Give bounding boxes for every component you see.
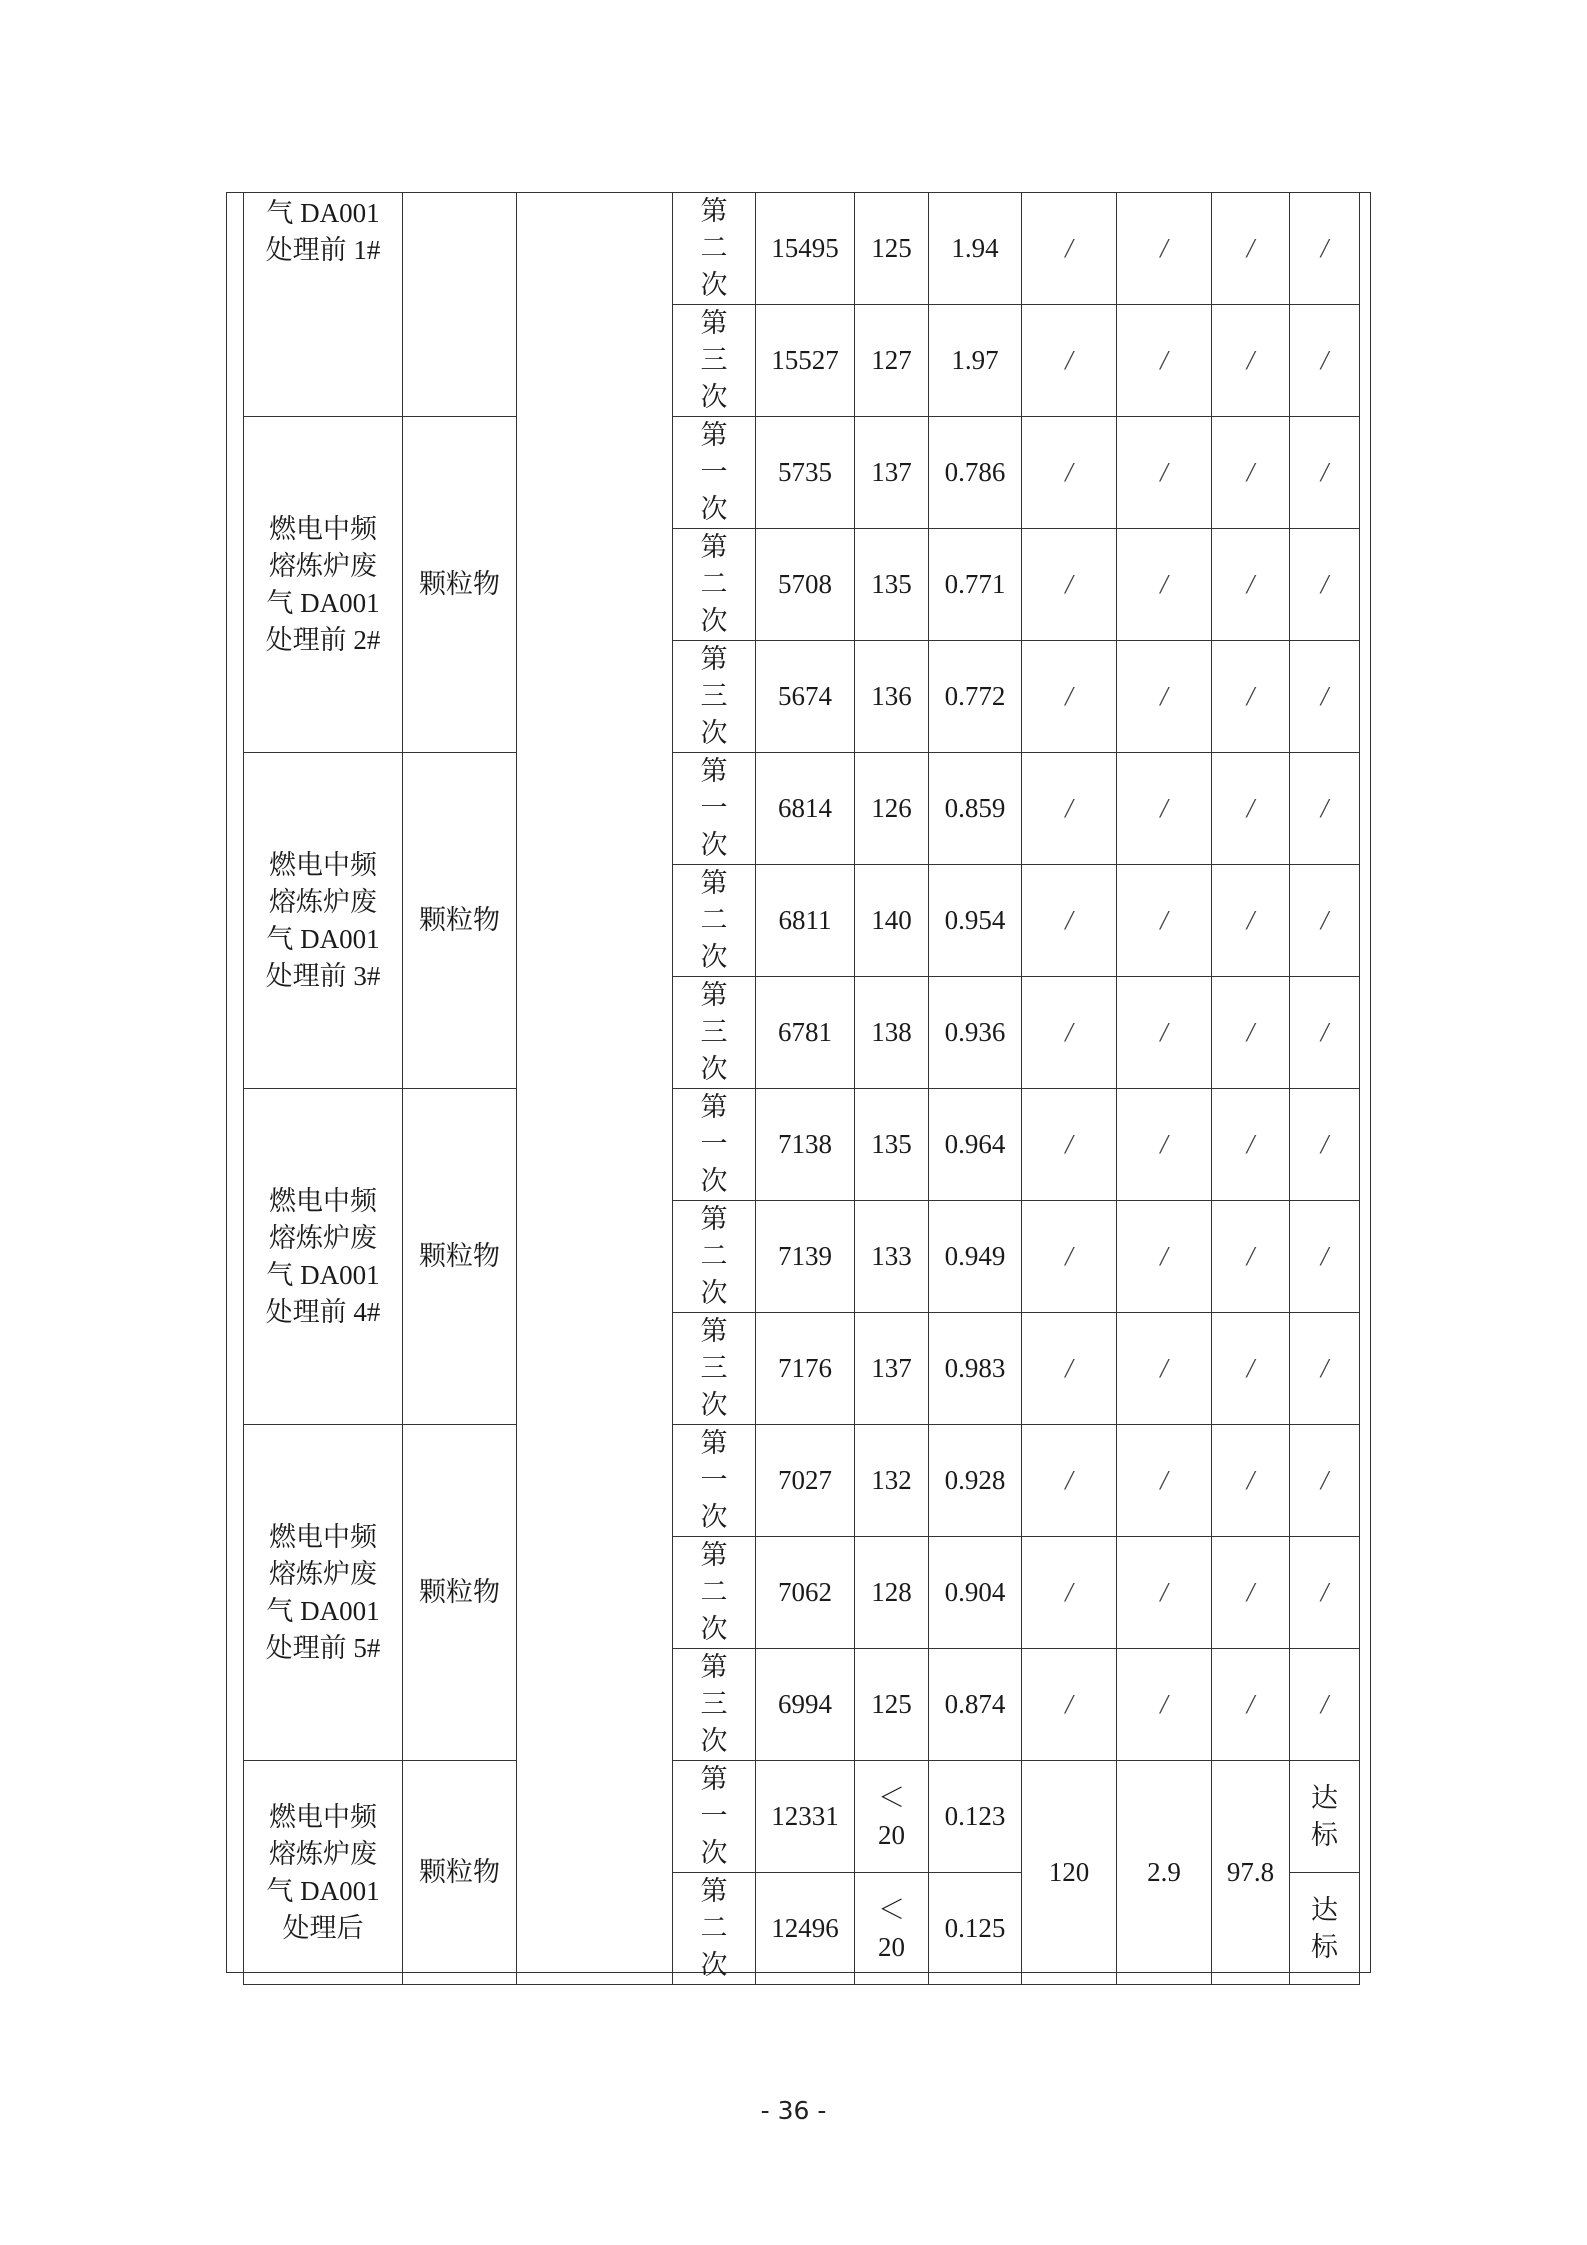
compliance-result	[1290, 1537, 1360, 1649]
compliance-result-text: /	[1320, 345, 1329, 375]
compliance-result	[1290, 1873, 1360, 1985]
blank-merged-column	[517, 193, 673, 1985]
removal-efficiency-text: 97.8	[1226, 1857, 1275, 1887]
limit-concentration-text: /	[1065, 1241, 1073, 1271]
limit-rate	[1117, 1649, 1212, 1761]
removal-efficiency	[1212, 977, 1290, 1089]
concentration-value	[855, 1201, 929, 1313]
removal-efficiency-text: /	[1246, 1017, 1255, 1047]
sampling-sequence	[673, 1089, 756, 1201]
airflow-value-text: 5708	[778, 569, 832, 599]
concentration-value-text: 135	[871, 1129, 912, 1159]
airflow-value	[756, 1201, 855, 1313]
limit-concentration-text: /	[1065, 457, 1073, 487]
limit-rate	[1117, 1425, 1212, 1537]
emission-rate-value-text: 0.771	[944, 569, 1006, 599]
limit-concentration	[1022, 305, 1117, 417]
sampling-sequence	[673, 1425, 756, 1537]
limit-concentration-text: /	[1065, 1577, 1073, 1607]
compliance-result	[1290, 529, 1360, 641]
airflow-value	[756, 529, 855, 641]
sampling-sequence-text: 第三次	[700, 1316, 728, 1420]
airflow-value	[756, 1649, 855, 1761]
limit-concentration	[1022, 529, 1117, 641]
limit-concentration	[1022, 753, 1117, 865]
limit-concentration-text: /	[1065, 1353, 1073, 1383]
airflow-value-text: 7176	[778, 1353, 832, 1383]
pollutant	[403, 193, 517, 417]
limit-rate	[1117, 1089, 1212, 1201]
airflow-value-text: 7027	[778, 1465, 832, 1495]
sampling-sequence-text: 第二次	[700, 868, 728, 972]
concentration-value	[855, 1873, 929, 1985]
sampling-sequence	[673, 1649, 756, 1761]
airflow-value	[756, 977, 855, 1089]
concentration-value-text: 133	[871, 1241, 912, 1271]
emission-rate-value	[929, 417, 1022, 529]
compliance-result	[1290, 977, 1360, 1089]
sampling-location-text: 燃电中频熔炼炉废气 DA001 处理前 2#	[265, 513, 381, 655]
pollutant-text: 颗粒物	[419, 905, 500, 935]
removal-efficiency-text: /	[1246, 1577, 1255, 1607]
limit-rate	[1117, 1201, 1212, 1313]
emission-rate-value	[929, 1425, 1022, 1537]
removal-efficiency	[1212, 529, 1290, 641]
pollutant-text: 颗粒物	[419, 569, 500, 599]
limit-rate-text: /	[1160, 905, 1168, 935]
sampling-sequence-text: 第二次	[700, 196, 728, 300]
concentration-value	[855, 305, 929, 417]
sampling-sequence	[673, 193, 756, 305]
removal-efficiency	[1212, 1537, 1290, 1649]
concentration-value-text: 125	[871, 233, 912, 263]
emission-rate-value-text: 0.772	[944, 681, 1006, 711]
sampling-location	[244, 753, 403, 1089]
removal-efficiency-text: /	[1246, 1129, 1255, 1159]
airflow-value-text: 6994	[778, 1689, 832, 1719]
limit-concentration-text: /	[1065, 1129, 1073, 1159]
concentration-value-text: 125	[871, 1689, 912, 1719]
emission-rate-value	[929, 1873, 1022, 1985]
limit-rate	[1117, 1537, 1212, 1649]
sampling-location-text: 燃电中频熔炼炉废气 DA001 处理后	[266, 1801, 380, 1943]
limit-concentration-text: 120	[1048, 1857, 1090, 1887]
limit-concentration	[1022, 417, 1117, 529]
concentration-value-text: ＜20	[878, 1782, 905, 1850]
concentration-value	[855, 1649, 929, 1761]
compliance-result-text: /	[1320, 793, 1329, 823]
concentration-value	[855, 753, 929, 865]
airflow-value	[756, 641, 855, 753]
sampling-sequence-text: 第一次	[700, 1428, 728, 1532]
compliance-result	[1290, 753, 1360, 865]
emission-rate-value	[929, 1201, 1022, 1313]
limit-concentration-text: /	[1065, 793, 1073, 823]
table-row	[244, 417, 1360, 529]
sampling-sequence	[673, 305, 756, 417]
limit-concentration	[1022, 1313, 1117, 1425]
sampling-sequence-text: 第二次	[700, 532, 728, 636]
emission-rate-value	[929, 1089, 1022, 1201]
concentration-value	[855, 529, 929, 641]
limit-rate-text: /	[1160, 1465, 1168, 1495]
pollutant	[403, 1089, 517, 1425]
sampling-location	[244, 193, 403, 417]
airflow-value-text: 15495	[771, 233, 839, 263]
limit-rate-text: /	[1160, 1577, 1168, 1607]
limit-rate	[1117, 193, 1212, 305]
concentration-value	[855, 193, 929, 305]
limit-rate-text: /	[1160, 1017, 1168, 1047]
compliance-result	[1290, 417, 1360, 529]
removal-efficiency	[1212, 1201, 1290, 1313]
concentration-value	[855, 1089, 929, 1201]
compliance-result-text: /	[1320, 569, 1329, 599]
limit-concentration-text: /	[1065, 233, 1073, 263]
pollutant	[403, 1761, 517, 1985]
airflow-value	[756, 1313, 855, 1425]
airflow-value-text: 15527	[771, 345, 839, 375]
pollutant-text: 颗粒物	[419, 1577, 500, 1607]
emission-rate-value	[929, 641, 1022, 753]
compliance-result	[1290, 1089, 1360, 1201]
compliance-result-text: /	[1320, 1017, 1329, 1047]
airflow-value-text: 5674	[778, 681, 832, 711]
limit-rate-text: /	[1160, 681, 1168, 711]
limit-concentration	[1022, 1761, 1117, 1985]
compliance-result-text: /	[1320, 681, 1329, 711]
limit-rate	[1117, 641, 1212, 753]
limit-rate	[1117, 1313, 1212, 1425]
sampling-location	[244, 1761, 403, 1985]
compliance-result-text: /	[1320, 1353, 1329, 1383]
sampling-sequence	[673, 1873, 756, 1985]
emission-rate-value	[929, 529, 1022, 641]
airflow-value	[756, 1873, 855, 1985]
sampling-sequence	[673, 977, 756, 1089]
limit-rate-text: /	[1160, 345, 1168, 375]
limit-concentration-text: /	[1065, 681, 1073, 711]
concentration-value	[855, 1537, 929, 1649]
emission-rate-value-text: 1.94	[951, 233, 999, 263]
emission-rate-value	[929, 753, 1022, 865]
concentration-value-text: 137	[871, 1353, 912, 1383]
compliance-result	[1290, 1201, 1360, 1313]
emission-rate-value	[929, 1649, 1022, 1761]
compliance-result	[1290, 1649, 1360, 1761]
compliance-result	[1290, 1313, 1360, 1425]
limit-concentration	[1022, 641, 1117, 753]
limit-rate-text: /	[1160, 1241, 1168, 1271]
emission-rate-value	[929, 1761, 1022, 1873]
emission-rate-value-text: 0.904	[944, 1577, 1006, 1607]
compliance-result-text: 达标	[1311, 1894, 1338, 1962]
concentration-value-text: 132	[871, 1465, 912, 1495]
removal-efficiency	[1212, 193, 1290, 305]
concentration-value-text: 135	[871, 569, 912, 599]
sampling-location-text: 燃电中频熔炼炉废气 DA001 处理前 4#	[265, 1185, 381, 1327]
sampling-sequence-text: 第三次	[700, 1652, 728, 1756]
concentration-value	[855, 417, 929, 529]
airflow-value-text: 5735	[778, 457, 832, 487]
removal-efficiency-text: /	[1246, 345, 1255, 375]
sampling-sequence-text: 第三次	[700, 980, 728, 1084]
airflow-value	[756, 1761, 855, 1873]
emission-rate-value-text: 0.964	[944, 1129, 1006, 1159]
table-row	[244, 753, 1360, 865]
compliance-result	[1290, 193, 1360, 305]
airflow-value-text: 7138	[778, 1129, 832, 1159]
monitoring-results-table	[243, 192, 1360, 1985]
emission-rate-value-text: 0.928	[944, 1465, 1006, 1495]
sampling-sequence-text: 第一次	[700, 420, 728, 524]
removal-efficiency-text: /	[1246, 905, 1255, 935]
removal-efficiency	[1212, 417, 1290, 529]
emission-rate-value-text: 0.859	[944, 793, 1006, 823]
removal-efficiency	[1212, 1761, 1290, 1985]
limit-concentration	[1022, 865, 1117, 977]
compliance-result-text: /	[1320, 1689, 1329, 1719]
limit-rate-text: /	[1160, 793, 1168, 823]
concentration-value	[855, 865, 929, 977]
concentration-value	[855, 977, 929, 1089]
concentration-value-text: 140	[871, 905, 912, 935]
limit-rate-text: /	[1160, 233, 1168, 263]
table-row	[244, 1761, 1360, 1873]
removal-efficiency	[1212, 1089, 1290, 1201]
table-row	[244, 1089, 1360, 1201]
sampling-sequence-text: 第二次	[700, 1204, 728, 1308]
sampling-sequence	[673, 865, 756, 977]
removal-efficiency-text: /	[1246, 233, 1255, 263]
limit-concentration	[1022, 1425, 1117, 1537]
sampling-location	[244, 417, 403, 753]
emission-rate-value-text: 0.983	[944, 1353, 1006, 1383]
limit-rate	[1117, 977, 1212, 1089]
limit-concentration	[1022, 1649, 1117, 1761]
airflow-value-text: 12496	[771, 1913, 839, 1943]
compliance-result-text: 达标	[1311, 1782, 1338, 1850]
sampling-location-text: 燃电中频熔炼炉废气 DA001 处理前 3#	[265, 849, 381, 991]
limit-rate	[1117, 865, 1212, 977]
page-number: - 36 -	[760, 2096, 827, 2125]
compliance-result	[1290, 1761, 1360, 1873]
limit-rate-text: 2.9	[1147, 1857, 1181, 1887]
emission-rate-value	[929, 1537, 1022, 1649]
concentration-value	[855, 1425, 929, 1537]
sampling-sequence	[673, 1201, 756, 1313]
limit-rate	[1117, 305, 1212, 417]
removal-efficiency-text: /	[1246, 457, 1255, 487]
removal-efficiency-text: /	[1246, 681, 1255, 711]
concentration-value-text: 137	[871, 457, 912, 487]
compliance-result	[1290, 641, 1360, 753]
concentration-value	[855, 641, 929, 753]
emission-rate-value	[929, 305, 1022, 417]
airflow-value	[756, 305, 855, 417]
removal-efficiency-text: /	[1246, 569, 1255, 599]
emission-rate-value-text: 0.125	[944, 1913, 1006, 1943]
limit-concentration-text: /	[1065, 345, 1073, 375]
concentration-value-text: 138	[871, 1017, 912, 1047]
removal-efficiency	[1212, 305, 1290, 417]
concentration-value-text: 136	[871, 681, 912, 711]
compliance-result	[1290, 305, 1360, 417]
limit-rate-text: /	[1160, 569, 1168, 599]
sampling-sequence-text: 第一次	[700, 1092, 728, 1196]
sampling-sequence	[673, 417, 756, 529]
limit-rate	[1117, 753, 1212, 865]
sampling-sequence-text: 第一次	[700, 756, 728, 860]
removal-efficiency	[1212, 865, 1290, 977]
airflow-value	[756, 1425, 855, 1537]
airflow-value-text: 6811	[778, 905, 832, 935]
emission-rate-value	[929, 193, 1022, 305]
emission-rate-value-text: 0.874	[944, 1689, 1006, 1719]
table-body	[244, 193, 1360, 1985]
airflow-value	[756, 193, 855, 305]
emission-rate-value	[929, 1313, 1022, 1425]
limit-rate-text: /	[1160, 1353, 1168, 1383]
limit-concentration	[1022, 1201, 1117, 1313]
table-row	[244, 1425, 1360, 1537]
sampling-location-text: 气 DA001 处理前 1#	[265, 198, 381, 265]
concentration-value	[855, 1313, 929, 1425]
pollutant	[403, 1425, 517, 1761]
sampling-sequence	[673, 1761, 756, 1873]
emission-rate-value-text: 0.936	[944, 1017, 1006, 1047]
emission-rate-value-text: 0.786	[944, 457, 1006, 487]
emission-rate-value-text: 1.97	[951, 345, 999, 375]
limit-concentration-text: /	[1065, 1465, 1073, 1495]
airflow-value	[756, 417, 855, 529]
sampling-sequence	[673, 753, 756, 865]
removal-efficiency-text: /	[1246, 1689, 1255, 1719]
concentration-value-text: ＜20	[878, 1894, 905, 1962]
limit-concentration-text: /	[1065, 1689, 1073, 1719]
sampling-sequence-text: 第三次	[700, 644, 728, 748]
airflow-value-text: 12331	[771, 1801, 839, 1831]
pollutant-text: 颗粒物	[419, 1857, 500, 1887]
airflow-value	[756, 865, 855, 977]
pollutant	[403, 417, 517, 753]
removal-efficiency	[1212, 1649, 1290, 1761]
limit-concentration-text: /	[1065, 569, 1073, 599]
compliance-result-text: /	[1320, 1129, 1329, 1159]
compliance-result-text: /	[1320, 457, 1329, 487]
pollutant-text: 颗粒物	[419, 1241, 500, 1271]
airflow-value-text: 7062	[778, 1577, 832, 1607]
limit-rate-text: /	[1160, 1689, 1168, 1719]
limit-concentration	[1022, 193, 1117, 305]
airflow-value	[756, 753, 855, 865]
airflow-value-text: 6814	[778, 793, 832, 823]
limit-concentration-text: /	[1065, 1017, 1073, 1047]
concentration-value-text: 127	[871, 345, 912, 375]
sampling-location	[244, 1425, 403, 1761]
sampling-location	[244, 1089, 403, 1425]
removal-efficiency	[1212, 753, 1290, 865]
sampling-sequence	[673, 529, 756, 641]
limit-rate	[1117, 417, 1212, 529]
limit-concentration-text: /	[1065, 905, 1073, 935]
compliance-result-text: /	[1320, 905, 1329, 935]
concentration-value	[855, 1761, 929, 1873]
emission-rate-value	[929, 977, 1022, 1089]
removal-efficiency-text: /	[1246, 1465, 1255, 1495]
compliance-result	[1290, 1425, 1360, 1537]
removal-efficiency	[1212, 1313, 1290, 1425]
sampling-sequence	[673, 1537, 756, 1649]
removal-efficiency-text: /	[1246, 1353, 1255, 1383]
limit-concentration	[1022, 1089, 1117, 1201]
sampling-location-text: 燃电中频熔炼炉废气 DA001 处理前 5#	[265, 1521, 381, 1663]
airflow-value-text: 6781	[778, 1017, 832, 1047]
sampling-sequence-text: 第二次	[700, 1540, 728, 1644]
compliance-result-text: /	[1320, 1465, 1329, 1495]
airflow-value-text: 7139	[778, 1241, 832, 1271]
sampling-sequence-text: 第三次	[700, 308, 728, 412]
limit-rate-text: /	[1160, 457, 1168, 487]
compliance-result	[1290, 865, 1360, 977]
compliance-result-text: /	[1320, 1241, 1329, 1271]
airflow-value	[756, 1537, 855, 1649]
concentration-value-text: 128	[871, 1577, 912, 1607]
emission-rate-value-text: 0.123	[944, 1801, 1006, 1831]
limit-rate	[1117, 529, 1212, 641]
concentration-value-text: 126	[871, 793, 912, 823]
table-row	[244, 193, 1360, 305]
pollutant	[403, 753, 517, 1089]
removal-efficiency-text: /	[1246, 1241, 1255, 1271]
sampling-sequence	[673, 641, 756, 753]
compliance-result-text: /	[1320, 1577, 1329, 1607]
limit-rate	[1117, 1761, 1212, 1985]
sampling-sequence-text: 第一次	[700, 1764, 728, 1868]
sampling-sequence-text: 第二次	[700, 1876, 728, 1980]
emission-rate-value	[929, 865, 1022, 977]
sampling-sequence	[673, 1313, 756, 1425]
compliance-result-text: /	[1320, 233, 1329, 263]
removal-efficiency-text: /	[1246, 793, 1255, 823]
removal-efficiency	[1212, 641, 1290, 753]
airflow-value	[756, 1089, 855, 1201]
limit-rate-text: /	[1160, 1129, 1168, 1159]
emission-rate-value-text: 0.954	[944, 905, 1006, 935]
emission-rate-value-text: 0.949	[944, 1241, 1006, 1271]
limit-concentration	[1022, 1537, 1117, 1649]
removal-efficiency	[1212, 1425, 1290, 1537]
limit-concentration	[1022, 977, 1117, 1089]
